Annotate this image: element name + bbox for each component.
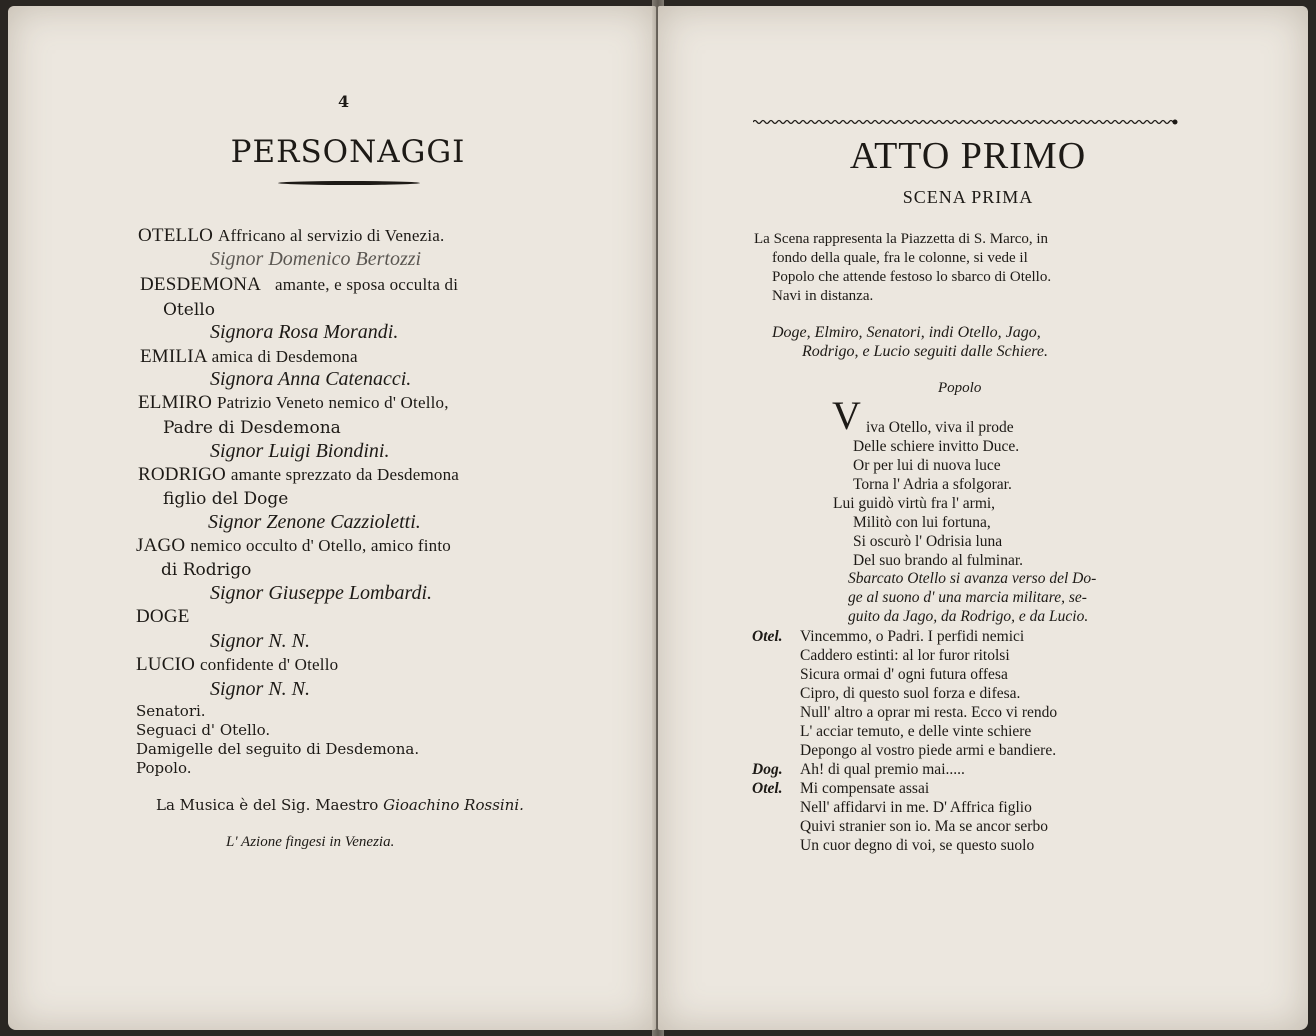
chorus-line: Lui guidò virtù fra l' armi,	[833, 495, 996, 512]
minor-role: Damigelle del seguito di Desdemona.	[136, 740, 420, 758]
character-lucio	[136, 654, 338, 676]
composer-name: Gioachino Rossini.	[383, 796, 524, 814]
character-role: confidente d' Otello	[200, 655, 339, 674]
character-name: EMILIA	[140, 346, 207, 367]
left-page	[8, 6, 656, 1030]
dialogue-line: Vincemmo, o Padri. I perfidi nemici	[800, 628, 1025, 645]
setting-note: L' Azione fingesi in Venezia.	[226, 834, 395, 850]
page-number: 4	[338, 92, 350, 111]
speaker-label: Otel.	[752, 628, 783, 645]
character-role: amante sprezzato da Desdemona	[230, 465, 460, 484]
character-role-continued: figlio del Doge	[163, 489, 289, 509]
dialogue-line: Mi compensate assai	[800, 780, 930, 797]
stage-direction-line: fondo della quale, fra le colonne, si vede il	[772, 250, 1028, 266]
dialogue-line: Quivi stranier son io. Ma se ancor serbo	[800, 818, 1048, 835]
entrance-direction: Sbarcato Otello si avanza verso del Do-	[848, 570, 1097, 587]
actor-name: Signora Rosa Morandi.	[210, 321, 399, 343]
ornamental-border	[753, 110, 1178, 116]
character-role-continued: Otello	[163, 300, 215, 320]
dialogue-line: Cipro, di questo suol forza e difesa.	[800, 685, 1021, 702]
chorus-line: Delle schiere invitto Duce.	[853, 438, 1020, 455]
actor-name: Signor N. N.	[210, 678, 311, 700]
character-name: RODRIGO	[138, 464, 226, 485]
chorus-line: Militò con lui fortuna,	[853, 514, 991, 531]
character-desdemona	[140, 274, 458, 296]
actor-name: Signor Zenone Cazzioletti.	[208, 511, 421, 533]
dialogue-line: L' acciar temuto, e delle vinte schiere	[800, 723, 1032, 740]
character-rodrigo	[138, 464, 459, 486]
character-name: ELMIRO	[138, 392, 213, 413]
dialogue-line: Null' altro a oprar mi resta. Ecco vi rendo	[800, 704, 1058, 721]
stage-direction-line: Popolo che attende festoso lo sbarco di Otello.	[772, 269, 1052, 285]
right-page	[658, 6, 1308, 1030]
page-title: PERSONAGGI	[230, 134, 466, 170]
dialogue-line: Un cuor degno di voi, se questo suolo	[800, 837, 1035, 854]
speaker-label: Otel.	[752, 780, 783, 797]
ornament-icon	[753, 119, 1178, 125]
chorus-line: Del suo brando al fulminar.	[853, 552, 1024, 569]
actor-name: Signor N. N.	[210, 630, 311, 652]
minor-role: Popolo.	[136, 759, 192, 777]
character-doge	[136, 606, 190, 628]
stage-direction-line: La Scena rappresenta la Piazzetta di S. Marco, in	[754, 231, 1049, 247]
characters-on-stage: Doge, Elmiro, Senatori, indi Otello, Jago,	[772, 324, 1041, 341]
actor-name: Signor Luigi Biondini.	[210, 440, 390, 462]
scene-title: SCENA PRIMA	[902, 187, 1034, 207]
character-otello	[138, 225, 444, 247]
chorus-line: Si oscurò l' Odrisia luna	[853, 533, 1003, 550]
character-role-continued: Padre di Desdemona	[163, 418, 341, 438]
character-role: Affricano al servizio di Venezia.	[218, 226, 445, 245]
character-jago	[136, 535, 451, 557]
minor-role: Seguaci d' Otello.	[136, 721, 271, 739]
chorus-line: Torna l' Adria a sfolgorar.	[853, 476, 1012, 493]
dialogue-line: Nell' affidarvi in me. D' Affrica figlio	[800, 799, 1032, 816]
character-name: DOGE	[136, 606, 190, 627]
title-rule	[278, 181, 420, 185]
minor-role: Senatori.	[136, 702, 206, 720]
character-name: LUCIO	[136, 654, 196, 675]
dialogue-line: Caddero estinti: al lor furor ritolsi	[800, 647, 1010, 664]
dialogue-line: Sicura ormai d' ogni futura offesa	[800, 666, 1008, 683]
actor-name: Signor Domenico Bertozzi	[210, 248, 422, 270]
dialogue-line: Ah! di qual premio mai.....	[800, 761, 965, 778]
actor-name: Signor Giuseppe Lombardi.	[210, 582, 433, 604]
chorus-label: Popolo	[938, 380, 982, 396]
character-role-continued: di Rodrigo	[161, 560, 252, 580]
act-title: ATTO PRIMO	[849, 135, 1087, 177]
chorus-line: iva Otello, viva il prode	[866, 419, 1014, 436]
character-role: amica di Desdemona	[211, 347, 358, 366]
entrance-direction: ge al suono d' una marcia militare, se-	[848, 589, 1087, 606]
character-name: OTELLO	[138, 225, 214, 246]
dialogue-line: Depongo al vostro piede armi e bandiere.	[800, 742, 1057, 759]
drop-cap: V	[832, 393, 861, 438]
character-emilia	[140, 346, 358, 368]
actor-name: Signora Anna Catenacci.	[210, 368, 412, 390]
chorus-line: Or per lui di nuova luce	[853, 457, 1001, 474]
character-role: nemico occulto d' Otello, amico finto	[190, 536, 451, 555]
character-name: JAGO	[136, 535, 186, 556]
character-elmiro	[138, 392, 449, 414]
stage-direction-line: Navi in distanza.	[772, 288, 874, 304]
character-role: amante, e sposa occulta di	[274, 275, 459, 294]
entrance-direction: guito da Jago, da Rodrigo, e da Lucio.	[848, 608, 1089, 625]
character-name: DESDEMONA	[140, 274, 261, 295]
speaker-label: Dog.	[752, 761, 783, 778]
music-credit	[156, 796, 524, 814]
characters-on-stage: Rodrigo, e Lucio seguiti dalle Schiere.	[802, 343, 1049, 360]
music-credit-prefix: La Musica è del Sig. Maestro	[156, 796, 379, 814]
character-role: Patrizio Veneto nemico d' Otello,	[216, 393, 449, 412]
